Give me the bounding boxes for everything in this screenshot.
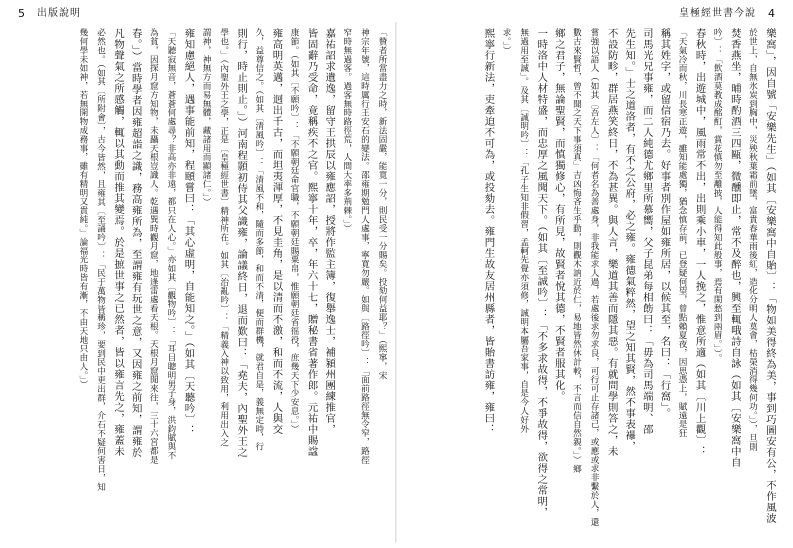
- left-page-body: [16, 28, 390, 538]
- text-column: 嘗強以語人（如其〔吾左人〕：「何者名為善處身，非我能求人過，若處後求勿求良，可行可止存諸己，或應或求非繫於人，還: [589, 28, 600, 527]
- right-page-number: 4: [768, 7, 775, 20]
- text-column: 學也。」（內聖外王之學，正是〔皇極經世書〕精神所在。如其〔治亂吟〕：「精義入神以致用，利用出入之: [218, 28, 229, 447]
- text-column: 無過用至誠」。及其〔誠明吟〕：「孔子生知非假習，孟軻先覺亦須修，誠明本屬吾家事，自是今人好外: [518, 28, 529, 434]
- text-column: 熙寧行新法，吏牽迫不可為，或投劾去。雍門生故友居州縣者，皆貽書訪雍，雍曰：: [482, 28, 495, 435]
- text-column: 求。」）: [501, 28, 512, 55]
- text-column: 吟〕：「飲酒莫教成酩酊，賞花慎勿至離披，人能得知此般事，焉有閑愁到兩眉。」）。: [712, 28, 723, 363]
- left-page-number: 5: [18, 7, 25, 20]
- text-column: 稱其姓字，或留信宿乃去。好事者別作屋如雍所居，以候其至，名曰：「行窩」。: [658, 28, 671, 419]
- text-column: 康節。（如其〔不願吟〕：「不願朝廷命官職，不願朝廷賜粟帛，惟願朝廷省徭役，庶幾天下少安息。」）: [289, 28, 300, 434]
- text-column: 為貧，因探月窟方知物，未躡天根豈識人。乾遇巽時觀月窟，地逢雷處看天根。天根月窟閒來往，三十六宮都是: [148, 28, 159, 465]
- text-column: 必然也。（如其〔所附會〕，古今皆然，且雍其〔至誦吟〕：「民于萬物皆稱珍，要到民中更出群，介石不疑何害日，知: [95, 28, 106, 492]
- text-column: 雍知慮絕人，遇事能前知，程頤嘗曰：「其心虛明，自能知之。」（如其〔天聽吟〕：: [182, 28, 195, 436]
- text-column: 春秋時，出遊城中，風雨常不出，出則乘小車，一人挽之，惟意所適（如其〔川上觀〕：: [693, 28, 706, 457]
- text-column: 鄉之君子，無論聖賢，而慎獨修心，有所見，故賢者悅其德，不賢者服其化。: [552, 28, 565, 402]
- text-column: 窄時無過客。過客無時路徑荒，人間大率多荊棘。」）: [341, 28, 352, 233]
- text-column: 雍高明英邁，迥出千古，而坦夷渾厚，不見圭角，是以清而不激，和而不流，人與交: [270, 28, 283, 435]
- text-column: 「贊者所當盡力之時，新法固嚴，能寬一分，則民受一分賜矣。投劾何益耶？」（熙寧，宋: [377, 28, 387, 380]
- right-page-header: [679, 6, 775, 22]
- text-column: 神宗年號，這時厲行王安石的變法。邵雍期勉門人處事，寧寬勿嚴。如與〔路徑吟〕：「面前路徑無令窄，路徑: [359, 28, 370, 465]
- text-column: 幾何學未如神，若無開物成務事，雖有精明又貴純。」論福光時皆有漸，不由天地只由人。」）: [77, 28, 88, 389]
- text-column: 「天聽寂無音，蒼蒼何處尋？非高亦非遠，都只在人心。」亦如其〔觀物吟〕：「耳目聰明男子身，洪鈞賦與不: [165, 28, 176, 460]
- right-running-title: 皇極經世書今說: [679, 8, 756, 19]
- text-column: 久，益尊信之。（如其〔清風吟〕：「清風不和，隨而多節，和而不清，便而群機，就君自是，義無定時，行: [253, 28, 264, 451]
- text-column: 則行，時止則止。」）河南程顥初侍其父識雍，論議終日，退而歎曰：「堯夫，內聖外王之: [235, 28, 248, 458]
- text-column: 一時洛中人材特盛，而忠厚之風聞天下。（如其〔至誠吟〕：「不多求故得，不爭故得，欲得之常明，: [535, 28, 548, 518]
- text-column: 焚香燕坐，晡時酌酒三四甌，微醺即止，常不及醉也，興至輒哦詩自詠（如其〔安樂窩中自: [728, 28, 741, 468]
- text-column: 皆固辭乃受命，竟稱疾不之官。熙寧十年，卒，年六十七，贈秘書省著作郎。元祐中賜諡: [305, 28, 318, 457]
- text-column: 謂神，神無方而易無體，藏諸用而顯諸仁。」）: [201, 28, 212, 207]
- text-column: 數古來賢哲，曾不聞之天下事須真」吉凶悔吝生乎動，則觀木訥近於仁，易地皆然休計較，不言而信自然親。」）鄉: [571, 28, 582, 474]
- text-column: 春。」）當時學者因雍超詣之識，務高雍所為，至謂雍有玩世之意，又因雍之前知，謂雍於: [129, 28, 142, 458]
- text-column: 嘉祐詔求遺逸，留守王拱辰以雍應詔，授將作監主簿，復舉逸士，補潁州團練推官，: [323, 28, 336, 435]
- text-column: 先生知。」士之道洛者，有不之公府，必之雍。雍德氣粹然，望之知其賢，然不事表襮，: [623, 28, 636, 452]
- text-column: 樂窩」，因自號「安樂先生」（如其〔安樂窩中自貽〕：「物如美得終為美，事到巧圖安有公，不作風波: [764, 28, 776, 524]
- right-page-body: [404, 28, 778, 538]
- text-column: 凡物聲氣之所感觸，輒以其動而推其變焉。於是摭世事之已然者，皆以雍言先之，雍蓋未: [112, 28, 125, 457]
- text-column: 不設防畛，群居燕笑終日，不為甚異。與人言，樂道其善而隱其惡。有就問學則答之，未: [605, 28, 618, 457]
- left-running-title: 出版說明: [37, 8, 81, 19]
- text-column: 「天氣冷而秋，川長寒正遊，雖知能處獨，猶念慎存前，已登疑何望，曾點賴夏夜，因思憑上，賦遠是狂: [677, 28, 688, 438]
- text-column: 於世上，自無氷炭到胸中，災殃秋葉霜前墜，富貴春華雨後紅，造化分明人莫會，枯榮消得幾何功。」），旦則: [747, 28, 758, 452]
- text-column: 司馬光兄事雍，而二人純德尤鄉里所慕嚮，父子昆弟每相飭曰：「毋為司馬端明、邵: [640, 28, 653, 435]
- left-page-header: [18, 6, 81, 22]
- book-gutter: [395, 22, 397, 542]
